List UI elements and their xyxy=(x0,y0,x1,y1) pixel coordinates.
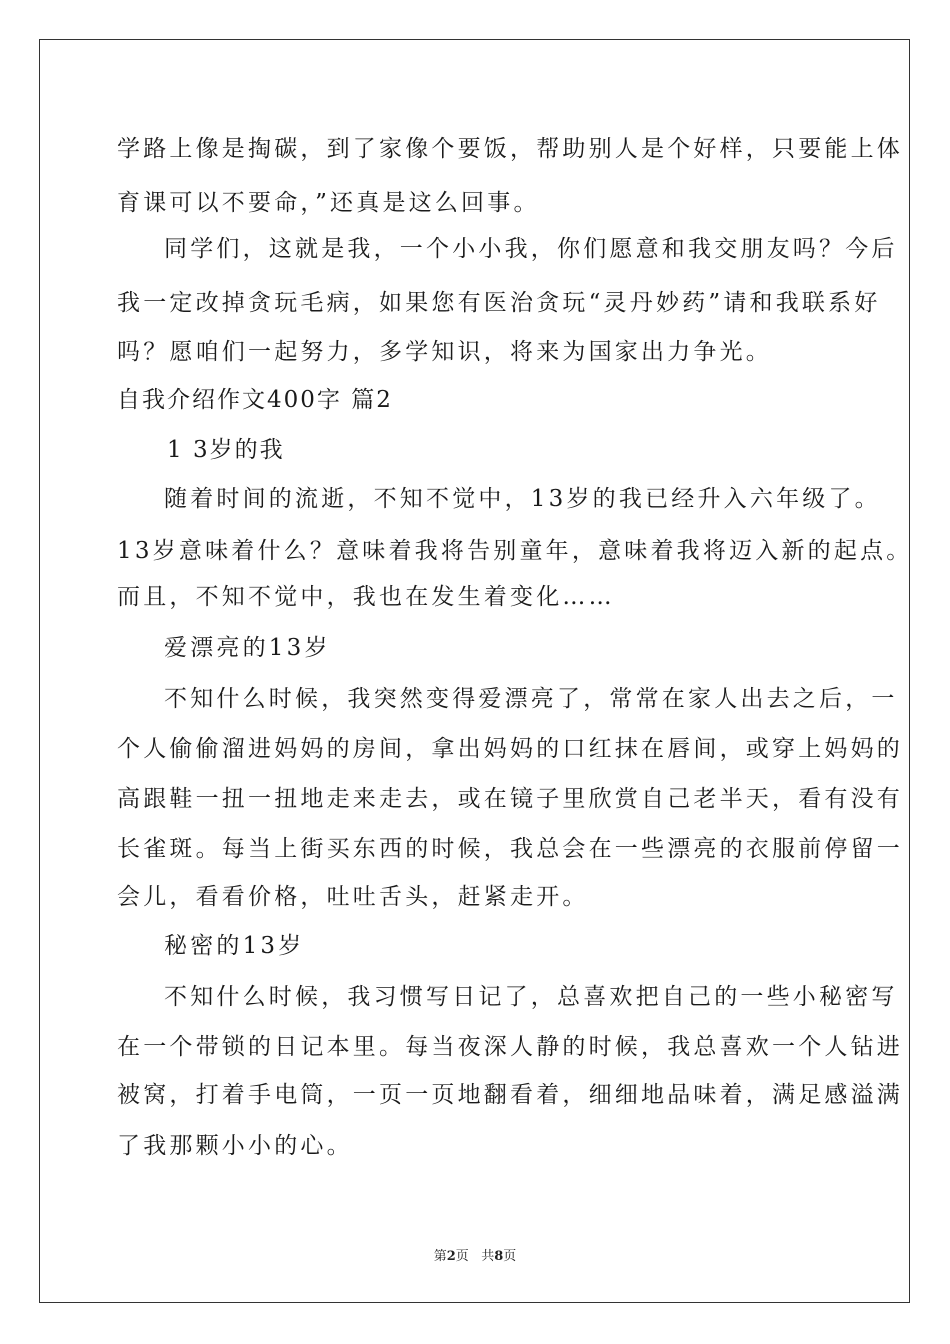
essay-title: 1 3岁的我 xyxy=(167,437,285,463)
page-footer xyxy=(0,1248,950,1266)
paragraph-line: 不知什么时候，我突然变得爱漂亮了，常常在家人出去之后，一 xyxy=(164,686,898,712)
paragraph-line: 长雀斑。每当上街买东西的时候，我总会在一些漂亮的衣服前停留一 xyxy=(117,836,903,862)
subheading: 秘密的13岁 xyxy=(164,933,305,959)
paragraph-line: 13岁意味着什么？意味着我将告别童年，意味着我将迈入新的起点。 xyxy=(117,538,913,564)
footer-page-prefix: 第 xyxy=(433,1249,447,1264)
paragraph-line: 学路上像是掏碳，到了家像个要饭，帮助别人是个好样，只要能上体 xyxy=(117,136,903,162)
paragraph-line: 了我那颗小小的心。 xyxy=(117,1133,353,1159)
footer-total-suffix: 页 xyxy=(503,1249,517,1264)
paragraph-line: 不知什么时候，我习惯写日记了，总喜欢把自己的一些小秘密写 xyxy=(164,984,898,1010)
footer-page-suffix: 页 xyxy=(455,1249,469,1264)
footer-total-number: 8 xyxy=(494,1249,504,1264)
paragraph-line: 同学们，这就是我，一个小小我，你们愿意和我交朋友吗？今后 xyxy=(164,236,898,262)
section-heading: 自我介绍作文400字 篇2 xyxy=(117,387,393,413)
footer-page-number: 2 xyxy=(446,1249,456,1264)
subheading: 爱漂亮的13岁 xyxy=(164,635,331,661)
footer-total-prefix: 共 xyxy=(481,1249,495,1264)
paragraph-line: 吗？愿咱们一起努力，多学知识，将来为国家出力争光。 xyxy=(117,339,772,365)
paragraph-line: 被窝，打着手电筒，一页一页地翻看着，细细地品味着，满足感溢满 xyxy=(117,1082,903,1108)
paragraph-line: 我一定改掉贪玩毛病，如果您有医治贪玩“灵丹妙药”请和我联系好 xyxy=(117,290,881,316)
paragraph-line: 会儿，看看价格，吐吐舌头，赶紧走开。 xyxy=(117,884,589,910)
paragraph-line: 育课可以不要命，”还真是这么回事。 xyxy=(117,190,540,216)
paragraph-line: 个人偷偷溜进妈妈的房间，拿出妈妈的口红抹在唇间，或穿上妈妈的 xyxy=(117,736,903,762)
paragraph-line: 高跟鞋一扭一扭地走来走去，或在镜子里欣赏自己老半天，看有没有 xyxy=(117,786,903,812)
paragraph-line: 而且，不知不觉中，我也在发生着变化…… xyxy=(117,584,615,610)
paragraph-line: 在一个带锁的日记本里。每当夜深人静的时候，我总喜欢一个人钻进 xyxy=(117,1034,903,1060)
paragraph-line: 随着时间的流逝，不知不觉中，13岁的我已经升入六年级了。 xyxy=(164,486,881,512)
page-border xyxy=(39,39,913,1303)
